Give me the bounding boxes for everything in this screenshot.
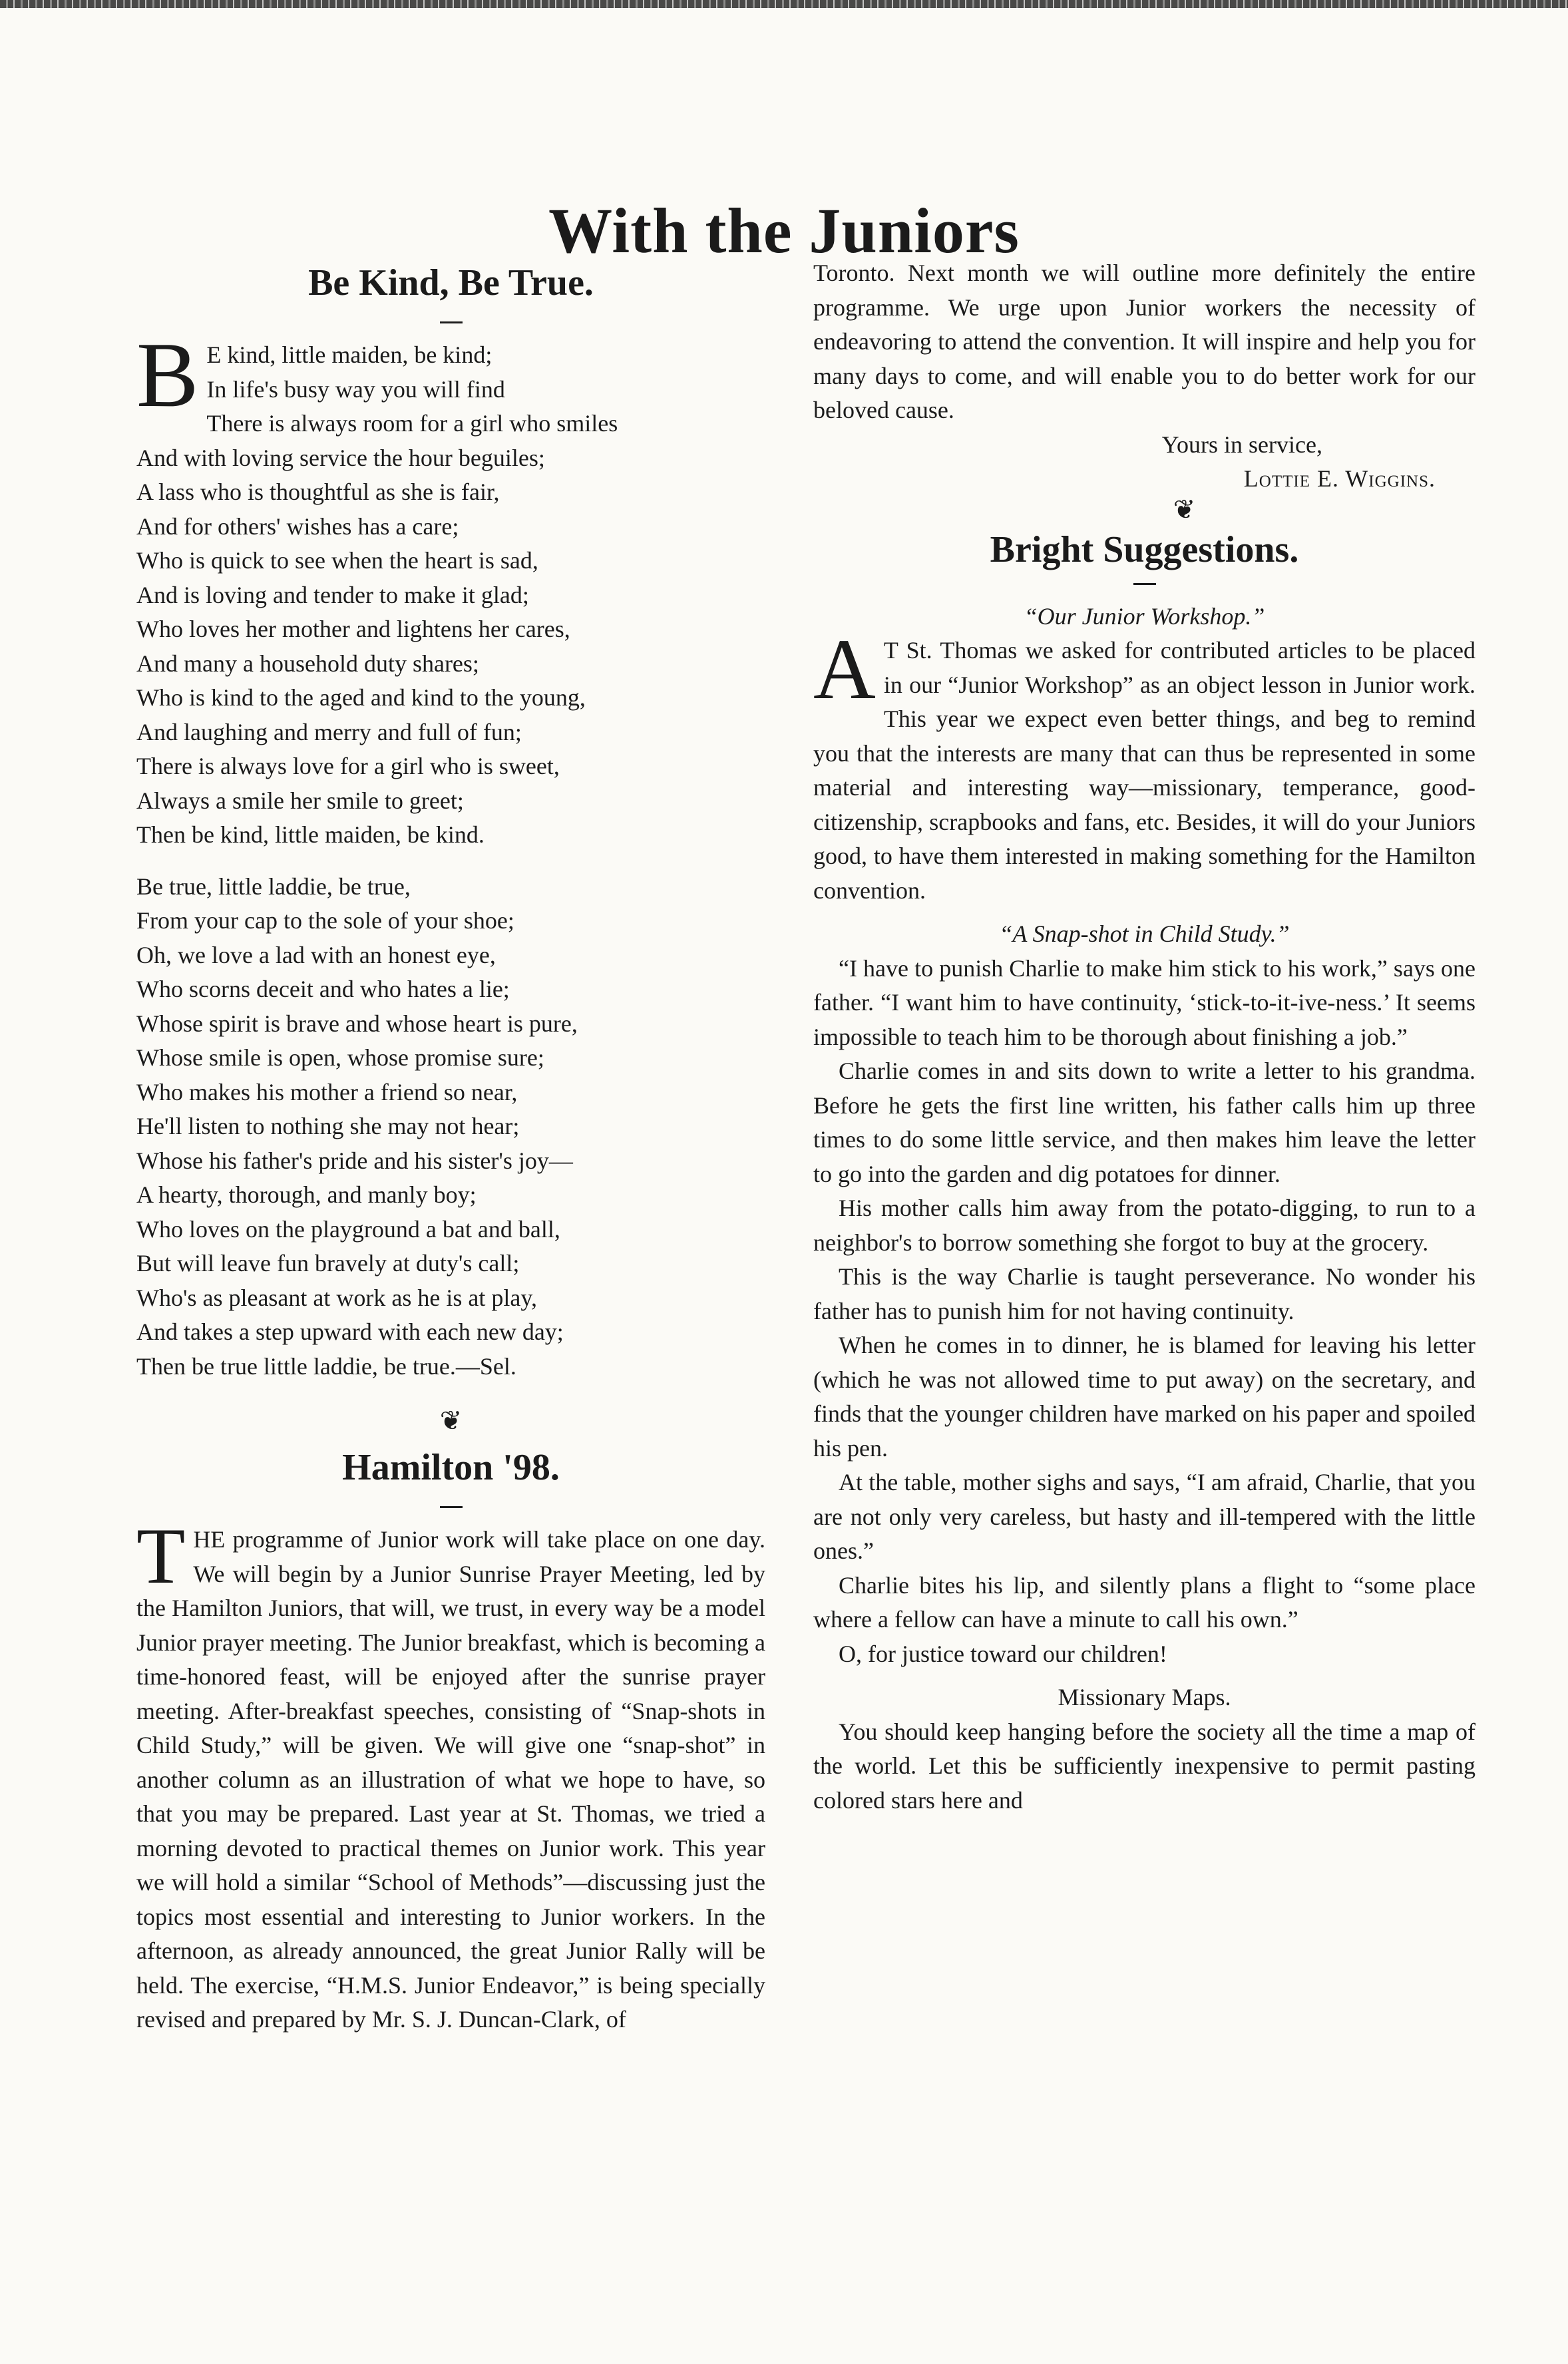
poem-stanza-1 — [136, 323, 765, 853]
heading-rule — [1133, 583, 1156, 585]
poem-line: Be true, little laddie, be true, — [136, 873, 411, 900]
poem-line: There is always room for a girl who smiles — [206, 410, 618, 437]
ornament-dingbat-icon: ❦ — [439, 1406, 463, 1436]
workshop-dropcap: A — [813, 622, 876, 717]
poem-line: Who loves on the playground a bat and ball, — [136, 1215, 560, 1243]
maps-title: Missionary Maps. — [1058, 1684, 1231, 1710]
poem-line: Who loves her mother and lightens her cares, — [136, 616, 570, 642]
poem-line: From your cap to the sole of your shoe; — [136, 907, 514, 934]
hamilton-heading: Hamilton '98. — [342, 1447, 560, 1488]
poem-line: Oh, we love a lad with an honest eye, — [136, 941, 496, 968]
poem-heading: Be Kind, Be True. — [308, 262, 594, 303]
page-title: With the Juniors — [548, 195, 1020, 267]
poem-line: And laughing and merry and full of fun; — [136, 718, 522, 745]
snapshot-paragraph: O, for justice toward our children! — [839, 1640, 1167, 1667]
snapshot-paragraph: This is the way Charlie is taught perseverance. No wonder his father has to punish him for not having continuity. — [813, 1263, 1475, 1324]
poem-line: A lass who is thoughtful as she is fair, — [136, 479, 500, 505]
poem-line: Who makes his mother a friend so near, — [136, 1078, 518, 1105]
workshop-text: T St. Thomas we asked for contributed articles to be placed in our “Junior Workshop” as an object lesson in Junior work. This year we expect even better things, and beg to remind you that the interests are many that can thus be represented in some material and interesting way—missionary, temperance, good-citizenship, scrapbooks and fans, etc. Besides, it will do your Juniors good, to have them interested in making something for the Hamilton convention. — [813, 637, 1475, 904]
poem-line: He'll listen to nothing she may not hear; — [136, 1113, 520, 1139]
poem-line: But will leave fun bravely at duty's call; — [136, 1250, 520, 1277]
snapshot-paragraph: Charlie bites his lip, and silently plans a flight to “some place where a fellow can have a minute to call his own.” — [813, 1571, 1475, 1633]
heading-rule — [440, 321, 463, 323]
poem-line: Then be kind, little maiden, be kind. — [136, 821, 485, 848]
poem-line: And takes a step upward with each new day; — [136, 1318, 564, 1345]
poem-line: Always a smile her smile to greet; — [136, 787, 464, 814]
workshop-body — [813, 622, 1475, 908]
poem-line: Who scorns deceit and who hates a lie; — [136, 976, 510, 1002]
hamilton-continuation: Toronto. Next month we will outline more definitely the entire programme. We urge upon Junior workers the necessity of endeavoring to attend the convention. It will inspire and help you for many days to come, and will enable you to do better work for our beloved cause. — [813, 260, 1475, 423]
workshop-title: “Our Junior Workshop.” — [1024, 602, 1265, 630]
hamilton-text: HE programme of Junior work will take place on one day. We will begin by a Junior Sunrise Prayer Meeting, led by the Hamilton Juniors, that will, we trust, in every way be a model Junior prayer meeting. The Junior breakfast, which is becoming a time-honored feast, will be enjoyed after the sunrise prayer meeting. After-breakfast speeches, consisting of “Snap-shots in Child Study,” will be given. We will give one “snap-shot” in another column as an illustration of what we hope to have, so that you may be prepared. Last year at St. Thomas, we tried a morning devoted to practical themes on Junior work. This year we will hold a similar “School of Methods”—discussing just the topics most essential and interesting to Junior workers. In the afternoon, as already announced, the great Junior Rally will be held. The exercise, “H.M.S. Junior Endeavor,” is being specially revised and prepared by Mr. S. J. Duncan-Clark, of — [136, 1526, 765, 2033]
hamilton-dropcap: T — [136, 1511, 186, 1600]
poem-line: There is always love for a girl who is sweet, — [136, 753, 560, 779]
snapshot-paragraph: “I have to punish Charlie to make him stick to his work,” says one father. “I want him to have continuity, ‘stick-to-it-ive-ness.’ It seems impossible to teach him to be thorough about finishing a job.” — [813, 954, 1475, 1050]
poem-line: Whose spirit is brave and whose heart is pure, — [136, 1010, 578, 1037]
poem-line: And with loving service the hour beguiles; — [136, 444, 545, 471]
heading-rule — [440, 1506, 463, 1508]
right-column — [813, 256, 1475, 1818]
left-column — [136, 256, 765, 2037]
poem-stanza-2 — [136, 870, 765, 1384]
poem-line: Whose smile is open, whose promise sure; — [136, 1044, 544, 1071]
signature: Lottie E. Wiggins. — [1243, 465, 1436, 492]
snapshot-paragraph: When he comes in to dinner, he is blamed for leaving his letter (which he was not allowed time to put away) on the secretary, and finds that the younger children have marked on his paper and spoiled his pen. — [813, 1332, 1475, 1462]
poem-line: In life's busy way you will find — [206, 375, 505, 403]
snapshot-paragraph: His mother calls him away from the potato-digging, to run to a neighbor's to borrow something she forgot to buy at the grocery. — [813, 1195, 1475, 1256]
poem-line: Who's as pleasant at work as he is at play, — [136, 1284, 537, 1311]
hamilton-body — [136, 1511, 765, 2037]
snapshot-title: “A Snap-shot in Child Study.” — [999, 920, 1290, 947]
poem-line: Who is quick to see when the heart is sad, — [136, 547, 538, 574]
poem-line: Then be true little laddie, be true.—Sel. — [136, 1352, 516, 1380]
poem-line: And is loving and tender to make it glad; — [136, 581, 529, 608]
poem-line: And many a household duty shares; — [136, 650, 479, 677]
top-border-rule — [0, 0, 1568, 8]
poem-line: Who is kind to the aged and kind to the young, — [136, 684, 586, 711]
poem-line: A hearty, thorough, and manly boy; — [136, 1181, 477, 1208]
maps-paragraph: You should keep hanging before the society all the time a map of the world. Let this be sufficiently inexpensive to permit pasting colored stars here and — [813, 1718, 1475, 1814]
bright-suggestions-heading: Bright Suggestions. — [990, 528, 1299, 570]
poem-dropcap: B — [136, 323, 199, 427]
closing-line: Yours in service, — [1161, 431, 1322, 458]
poem-line: And for others' wishes has a care; — [136, 512, 459, 540]
poem-line: Whose his father's pride and his sister's joy— — [136, 1147, 573, 1174]
ornament-dingbat-icon: ❦ — [1173, 494, 1196, 524]
snapshot-paragraph: At the table, mother sighs and says, “I am afraid, Charlie, that you are not only very careless, but hasty and ill-tempered with the little ones.” — [813, 1469, 1475, 1564]
snapshot-paragraph: Charlie comes in and sits down to write a letter to his grandma. Before he gets the first line written, his father calls him up three times to do some little service, and then makes him leave the letter to go into the garden and dig potatoes for dinner. — [813, 1058, 1475, 1187]
poem-line: E kind, little maiden, be kind; — [206, 341, 492, 368]
